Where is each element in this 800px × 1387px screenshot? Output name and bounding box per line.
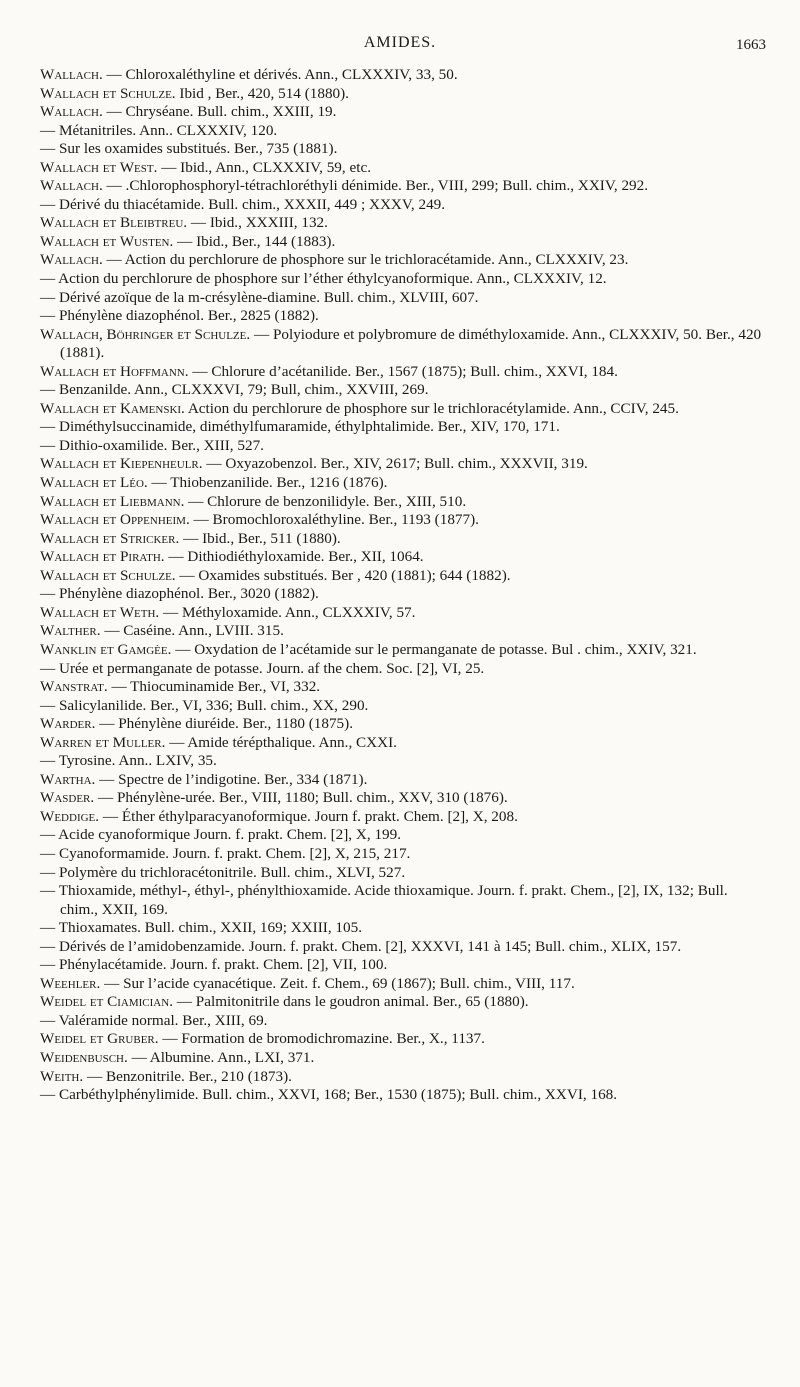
bibliography-entry	[40, 622, 766, 641]
entry-text: — Benzonitrile. Ber., 210 (1873).	[86, 1067, 292, 1085]
bibliography-entry	[40, 771, 766, 790]
entry-text: — Oxydation de l’acétamide sur le permanganate de potasse. Bul . chim., XXIV, 321.	[175, 640, 697, 658]
entry-author: Wallach, Böhringer et Schulze.	[40, 325, 251, 343]
entry-text: — Urée et permanganate de potasse. Journ. af the chem. Soc. [2], VI, 25.	[40, 659, 485, 677]
entry-text: — Méthyloxamide. Ann., CLXXXIV, 57.	[163, 603, 416, 621]
entry-author: Weidel et Gruber.	[40, 1030, 159, 1048]
bibliography-entry	[40, 567, 766, 586]
entry-text: — Thiocuminamide Ber., VI, 332.	[111, 678, 321, 696]
entry-author: Wallach.	[40, 251, 103, 269]
bibliography-entry	[40, 678, 766, 697]
entry-text: — Palmitonitrile dans le goudron animal. Ber., 65 (1880).	[176, 993, 529, 1011]
entry-text: — Cyanoformamide. Journ. f. prakt. Chem. [2], X, 215, 217.	[40, 844, 411, 862]
entry-text: — Dérivé azoïque de la m-crésylène-diamine. Bull. chim., XLVIII, 607.	[40, 288, 479, 306]
entry-author: Warder.	[40, 715, 96, 733]
entry-text: — Phénylène diazophénol. Ber., 3020 (1882).	[40, 585, 319, 603]
bibliography-entry	[40, 103, 766, 122]
entry-author: Weehler.	[40, 974, 101, 992]
bibliography-entry	[40, 752, 766, 771]
bibliography-entry	[40, 530, 766, 549]
bibliography-entry	[40, 919, 766, 938]
bibliography-entry	[40, 826, 766, 845]
entry-text: — Dithiodiéthyloxamide. Ber., XII, 1064.	[168, 548, 424, 566]
entry-text: — Amide térépthalique. Ann., CXXI.	[169, 733, 397, 751]
bibliography-entry	[40, 1068, 766, 1087]
bibliography-entry	[40, 177, 766, 196]
entry-text: — Carbéthylphénylimide. Bull. chim., XXVI, 168; Ber., 1530 (1875); Bull. chim., XXVI, 168.	[40, 1086, 618, 1104]
bibliography-entry	[40, 511, 766, 530]
bibliography-entry	[40, 455, 766, 474]
entry-author: Wallach et Pirath.	[40, 548, 165, 566]
entry-author: Wallach.	[40, 66, 103, 83]
entry-text: — Benzanilde. Ann., CLXXXVI, 79; Bull, chim., XXVIII, 269.	[40, 381, 429, 399]
bibliography-entry	[40, 864, 766, 883]
entry-text: — Sur les oxamides substitués. Ber., 735 (1881).	[40, 140, 338, 158]
entry-text: — Chlorure d’acétanilide. Ber., 1567 (1875); Bull. chim., XXVI, 184.	[192, 362, 618, 380]
entry-text: — Valéramide normal. Ber., XIII, 69.	[40, 1011, 268, 1029]
running-header-title: AMIDES.	[363, 34, 437, 51]
entry-text: — Chloroxaléthyline et dérivés. Ann., CLXXXIV, 33, 50.	[106, 66, 458, 83]
entry-author: Wallach.	[40, 103, 103, 121]
entry-author: Wasder.	[40, 789, 95, 807]
bibliography-entry	[40, 326, 766, 363]
entry-text: — Thioxamide, méthyl-, éthyl-, phénylthioxamide. Acide thioxamique. Journ. f. prakt. Chem., [2], IX, 132; Bull. chim., XXII, 169.	[40, 882, 728, 918]
entry-text: — Dérivés de l’amidobenzamide. Journ. f. prakt. Chem. [2], XXXVI, 141 à 145; Bull. chim., XLIX, 157.	[40, 937, 682, 955]
entry-author: Weidel et Ciamician.	[40, 993, 173, 1011]
bibliography-entry	[40, 938, 766, 957]
bibliography-entry	[40, 85, 766, 104]
bibliography-entry	[40, 140, 766, 159]
bibliography-entry	[40, 641, 766, 660]
entry-text: — Diméthylsuccinamide, diméthylfumaramide, éthylphtalimide. Ber., XIV, 170, 171.	[40, 418, 560, 436]
page-number: 1663	[736, 37, 766, 53]
bibliography-entry	[40, 196, 766, 215]
bibliography-entry	[40, 122, 766, 141]
bibliography-entry	[40, 975, 766, 994]
bibliography-entry	[40, 289, 766, 308]
entry-author: Wallach et Wusten.	[40, 232, 174, 250]
bibliography-entry	[40, 715, 766, 734]
entry-text: — Spectre de l’indigotine. Ber., 334 (1871).	[99, 770, 368, 788]
bibliography-entry	[40, 233, 766, 252]
entry-text: — Action du perchlorure de phosphore sur l’éther éthylcyanoformique. Ann., CLXXXIV, 12.	[40, 270, 607, 288]
entry-text: — Phénylène diuréide. Ber., 1180 (1875).	[99, 715, 353, 733]
entry-text: — Caséine. Ann., LVIII. 315.	[104, 622, 284, 640]
bibliography-entry	[40, 604, 766, 623]
bibliography-list	[40, 66, 766, 1105]
entry-text: — Dithio-oxamilide. Ber., XIII, 527.	[40, 436, 264, 454]
bibliography-entry	[40, 660, 766, 679]
bibliography-entry	[40, 214, 766, 233]
bibliography-entry	[40, 437, 766, 456]
bibliography-entry	[40, 1030, 766, 1049]
entry-text: — Phénylacétamide. Journ. f. prakt. Chem. [2], VII, 100.	[40, 956, 388, 974]
bibliography-entry	[40, 159, 766, 178]
entry-author: Wallach et West.	[40, 158, 158, 176]
bibliography-entry	[40, 363, 766, 382]
entry-text: — Chlorure de benzonilidyle. Ber., XIII, 510.	[188, 492, 467, 510]
bibliography-entry	[40, 251, 766, 270]
entry-text: — Thioxamates. Bull. chim., XXII, 169; XXIII, 105.	[40, 919, 362, 937]
entry-author: Wallach et Kamenski.	[40, 399, 185, 417]
entry-text: — Sur l’acide cyanacétique. Zeit. f. Chem., 69 (1867); Bull. chim., VIII, 117.	[104, 974, 575, 992]
bibliography-entry	[40, 882, 766, 919]
entry-author: Wallach et Oppenheim.	[40, 511, 190, 529]
bibliography-entry	[40, 474, 766, 493]
bibliography-entry	[40, 1086, 766, 1105]
bibliography-entry	[40, 66, 766, 85]
bibliography-entry	[40, 548, 766, 567]
bibliography-entry	[40, 808, 766, 827]
bibliography-entry	[40, 493, 766, 512]
bibliography-entry	[40, 845, 766, 864]
entry-text: — Acide cyanoformique Journ. f. prakt. Chem. [2], X, 199.	[40, 826, 402, 844]
bibliography-entry	[40, 270, 766, 289]
entry-text: — Polymère du trichloracétonitrile. Bull. chim., XLVI, 527.	[40, 863, 406, 881]
bibliography-entry	[40, 418, 766, 437]
entry-author: Weddige.	[40, 807, 100, 825]
entry-author: Weith.	[40, 1067, 84, 1085]
entry-text: — Phénylène-urée. Ber., VIII, 1180; Bull. chim., XXV, 310 (1876).	[98, 789, 508, 807]
entry-text: — Ibid., XXXIII, 132.	[190, 214, 328, 232]
entry-text: — .Chlorophosphoryl-tétrachloréthyli dénimide. Ber., VIII, 299; Bull. chim., XXIV, 292.	[106, 177, 649, 195]
bibliography-entry	[40, 381, 766, 400]
entry-author: Wallach et Hoffmann.	[40, 362, 189, 380]
entry-text: — Polyiodure et polybromure de diméthyloxamide. Ann., CLXXXIV, 50. Ber., 420 (1881).	[60, 325, 762, 362]
entry-author: Wallach et Léo.	[40, 474, 148, 492]
entry-text: — Tyrosine. Ann.. LXIV, 35.	[40, 752, 217, 770]
entry-author: Wallach et Kiepenheulr.	[40, 455, 203, 473]
entry-text: — Oxamides substitués. Ber , 420 (1881); 644 (1882).	[179, 566, 511, 584]
entry-text: — Phénylène diazophénol. Ber., 2825 (1882).	[40, 307, 319, 325]
entry-author: Warren et Muller.	[40, 733, 166, 751]
entry-author: Wallach.	[40, 177, 103, 195]
entry-text: Ibid , Ber., 420, 514 (1880).	[179, 84, 349, 102]
entry-text: — Albumine. Ann., LXI, 371.	[131, 1048, 315, 1066]
bibliography-entry	[40, 734, 766, 753]
entry-text: — Ibid., Ber., 144 (1883).	[177, 232, 336, 250]
entry-author: Wallach et Schulze.	[40, 84, 176, 102]
bibliography-entry	[40, 1049, 766, 1068]
entry-author: Wallach et Liebmann.	[40, 492, 185, 510]
entry-text: — Action du perchlorure de phosphore sur le trichloracétamide. Ann., CLXXXIV, 23.	[106, 251, 629, 269]
entry-author: Wallach et Weth.	[40, 603, 160, 621]
entry-author: Walther.	[40, 622, 101, 640]
entry-text: — Oxyazobenzol. Ber., XIV, 2617; Bull. chim., XXXVII, 319.	[206, 455, 588, 473]
bibliography-entry	[40, 789, 766, 808]
bibliography-entry	[40, 956, 766, 975]
bibliography-entry	[40, 585, 766, 604]
entry-text: — Salicylanilide. Ber., VI, 336; Bull. chim., XX, 290.	[40, 696, 369, 714]
entry-text: — Métanitriles. Ann.. CLXXXIV, 120.	[40, 121, 278, 139]
bibliography-entry	[40, 307, 766, 326]
bibliography-entry	[40, 1012, 766, 1031]
entry-author: Wallach et Bleibtreu.	[40, 214, 188, 232]
entry-text: Action du perchlorure de phosphore sur le trichloracétylamide. Ann., CCIV, 245.	[187, 399, 679, 417]
entry-text: — Ibid., Ber., 511 (1880).	[183, 529, 341, 547]
entry-text: — Dérivé du thiacétamide. Bull. chim., XXXII, 449 ; XXXV, 249.	[40, 195, 446, 213]
bibliography-entry	[40, 400, 766, 419]
entry-author: Wallach et Schulze.	[40, 566, 176, 584]
entry-text: — Thiobenzanilide. Ber., 1216 (1876).	[151, 474, 388, 492]
entry-author: Wallach et Stricker.	[40, 529, 180, 547]
entry-text: — Ibid., Ann., CLXXXIV, 59, etc.	[161, 158, 371, 176]
entry-author: Wanklin et Gamgèe.	[40, 640, 172, 658]
entry-author: Weidenbusch.	[40, 1048, 128, 1066]
bibliography-entry	[40, 993, 766, 1012]
entry-text: — Chryséane. Bull. chim., XXIII, 19.	[106, 103, 337, 121]
entry-author: Wanstrat.	[40, 678, 108, 696]
entry-text: — Bromochloroxaléthyline. Ber., 1193 (1877).	[193, 511, 479, 529]
entry-text: — Formation de bromodichromazine. Ber., X., 1137.	[162, 1030, 485, 1048]
entry-text: — Éther éthylparacyanoformique. Journ f. prakt. Chem. [2], X, 208.	[102, 807, 518, 825]
entry-author: Wartha.	[40, 770, 96, 788]
bibliography-entry	[40, 697, 766, 716]
